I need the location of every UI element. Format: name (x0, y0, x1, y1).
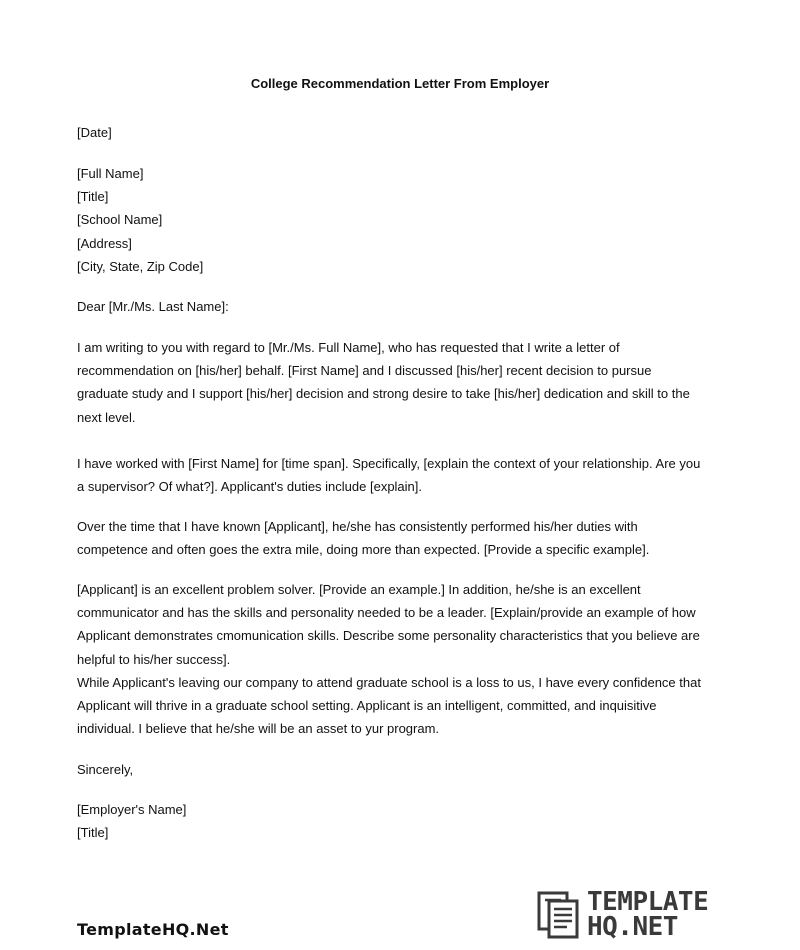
paragraph-line: I have worked with [First Name] for [time span]. Specifically, [explain the context of your relationship. Are you (77, 456, 701, 471)
paragraph-line: communicator and has the skills and personality needed to be a leader. [Explain/provide an example of how (77, 605, 696, 621)
date-text: [Date] (77, 125, 112, 140)
templatehq-logo (537, 888, 727, 944)
recipient-city-state-zip: [City, State, Zip Code] (77, 258, 204, 274)
footer-site-name: TemplateHQ.Net (77, 920, 229, 939)
paragraph-line: While Applicant's leaving our company to attend graduate school is a loss to us, I have every confidence that (77, 674, 701, 690)
paragraph-skills (77, 578, 727, 740)
paragraph-line: individual. I believe that he/she will be an asset to yur program. (77, 721, 440, 737)
paragraph-line: I am writing to you with regard to [Mr./Ms. Full Name], who has requested that I write a letter of (77, 340, 620, 355)
employer-title: [Title] (77, 825, 109, 841)
recipient-name: [Full Name] (77, 166, 144, 181)
paragraph-line: next level. (77, 409, 136, 425)
salutation-text: Dear [Mr./Ms. Last Name]: (77, 299, 229, 314)
paragraph-line: helpful to his/her success]. (77, 651, 231, 667)
paragraph-performance (77, 515, 727, 561)
paragraph-line: Over the time that I have known [Applicant], he/she has consistently performed his/her duties with (77, 519, 638, 534)
document-stack-icon (537, 891, 583, 939)
date-line (77, 121, 727, 144)
employer-name: [Employer's Name] (77, 802, 187, 817)
logo-wordmark-bottom: HQ.NET (587, 912, 678, 942)
logo-wordmark-top: TEMPLATE (587, 887, 709, 917)
paragraph-line: Applicant will thrive in a graduate school setting. Applicant is an intelligent, committed, and inquisitive (77, 698, 657, 714)
paragraph-intro (77, 336, 727, 429)
paragraph-line: recommendation on [his/her] behalf. [First Name] and I discussed [his/her] recent decision to pursue (77, 363, 652, 379)
paragraph-line: Applicant demonstrates cmomunication skills. Describe some personality characteristics that you believe are (77, 628, 700, 644)
paragraph-relationship (77, 452, 727, 498)
paragraph-line: graduate study and I support [his/her] decision and strong desire to take [his/her] dedication and skill to the (77, 386, 690, 402)
closing (77, 758, 727, 781)
closing-text: Sincerely, (77, 762, 134, 777)
recipient-address-block (77, 162, 727, 278)
document-title: College Recommendation Letter From Employer (250, 76, 550, 91)
recipient-school: [School Name] (77, 212, 163, 228)
paragraph-line: [Applicant] is an excellent problem solver. [Provide an example.] In addition, he/she is an excellent (77, 582, 641, 597)
signature-block (77, 798, 727, 844)
paragraph-line: a supervisor? Of what?]. Applicant's duties include [explain]. (77, 479, 423, 495)
recipient-title: [Title] (77, 189, 109, 205)
recipient-address: [Address] (77, 235, 132, 251)
salutation (77, 295, 727, 318)
paragraph-line: competence and often goes the extra mile, doing more than expected. [Provide a specific example]. (77, 542, 650, 558)
